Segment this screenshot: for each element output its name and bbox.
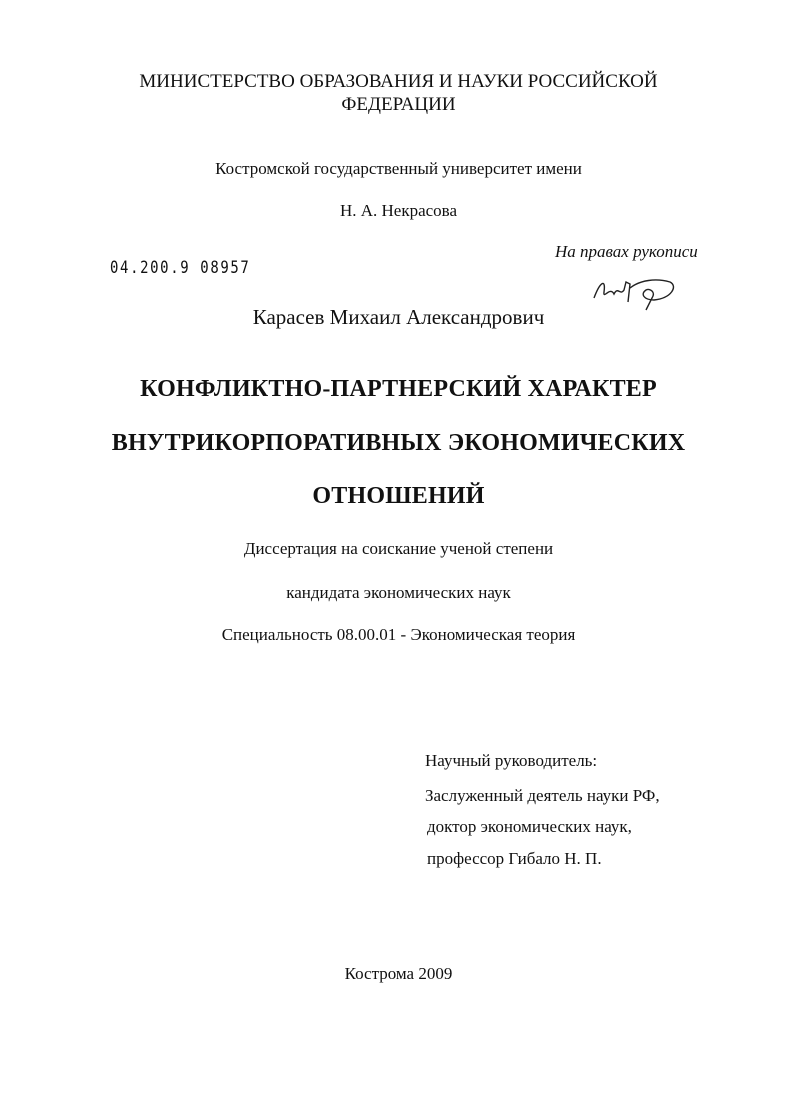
degree-line-1: Диссертация на соискание ученой степени [243,539,554,558]
manuscript-note: На правах рукописи [555,242,698,261]
dissertation-title-line-3: ОТНОШЕНИЙ [312,483,485,509]
supervisor-name: профессор Гибало Н. П. [427,849,602,868]
degree-line-2: кандидата экономических наук [286,583,511,602]
supervisor-honor: Заслуженный деятель науки РФ, [425,786,660,805]
supervisor-heading: Научный руководитель: [425,751,598,770]
ministry-line-2: ФЕДЕРАЦИИ [341,94,456,115]
library-stamp-number: 04.200.9 08957 [110,258,251,278]
university-line-1: Костромской государственный университет имени [215,159,582,178]
dissertation-title-line-2: ВНУТРИКОРПОРАТИВНЫХ ЭКОНОМИЧЕСКИХ [111,430,686,456]
supervisor-degree: доктор экономических наук, [427,817,632,836]
speciality-line: Специальность 08.00.01 - Экономическая теория [221,625,576,644]
dissertation-title-line-1: КОНФЛИКТНО-ПАРТНЕРСКИЙ ХАРАКТЕР [140,376,657,402]
ministry-line-1: МИНИСТЕРСТВО ОБРАЗОВАНИЯ И НАУКИ РОССИЙСКОЙ [139,71,658,92]
author-name: Карасев Михаил Александрович [252,305,545,329]
university-line-2: Н. А. Некрасова [339,201,458,220]
city-year: Кострома 2009 [344,964,453,983]
